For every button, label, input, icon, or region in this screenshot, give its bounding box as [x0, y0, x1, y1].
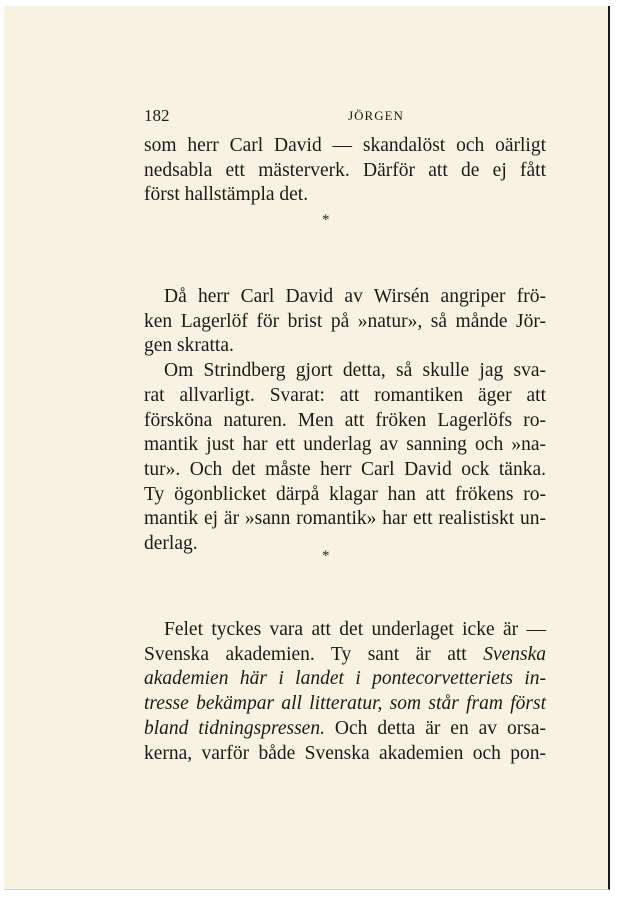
- text-line: gen skratta.: [144, 335, 234, 357]
- paragraph-1: [144, 134, 546, 208]
- text-line: Då herr Carl David av Wirsén angriper frö-: [164, 286, 546, 307]
- page-header: [144, 106, 548, 128]
- text-line: som herr Carl David — skandalöst och oärligt: [144, 135, 546, 156]
- text-line: mantik just har ett underlag av sanning och »na-: [144, 434, 546, 456]
- text-line: [144, 643, 546, 668]
- page-number: 182: [144, 106, 170, 125]
- text-line: tur». Och det måste herr Carl David ock tänka.: [144, 458, 546, 480]
- text-line: först hallstämpla det.: [144, 184, 309, 206]
- book-page: [4, 6, 610, 890]
- text-line: nedsabla ett mästerverk. Därför att de ej fått: [144, 159, 546, 181]
- text-line: [144, 667, 546, 692]
- section-separator: *: [322, 548, 330, 564]
- paragraph-3: [144, 618, 546, 766]
- text-run: Och detta är en av orsa-: [324, 717, 546, 739]
- text-line: Ty ögonblicket därpå klagar han att frökens ro-: [144, 483, 546, 505]
- text-line: [144, 717, 546, 742]
- text-line: mantik ej är »sann romantik» har ett realistiskt un-: [144, 508, 546, 530]
- running-head: JÖRGEN: [348, 108, 404, 123]
- italic-run: akademien här i landet i pontecorvetteriets in-: [144, 668, 546, 690]
- paragraph-2: [144, 285, 546, 557]
- italic-run: bland tidningspressen.: [144, 717, 325, 739]
- text-line: Om Strindberg gjort detta, så skulle jag sva-: [164, 360, 546, 382]
- text-line: Felet tyckes vara att det underlaget icke är —: [164, 619, 546, 640]
- text-line: försköna naturen. Men att fröken Lagerlöfs ro-: [144, 409, 546, 431]
- text-line: ken Lagerlöf för brist på »natur», så månde Jör-: [144, 310, 546, 332]
- italic-run: Svenska: [483, 643, 546, 665]
- text-line: kerna, varför både Svenska akademien och pon-: [144, 742, 546, 764]
- italic-run: tresse bekämpar all litteratur, som står fram först: [144, 693, 546, 715]
- section-separator: *: [322, 212, 330, 228]
- text-run: Svenska akademien. Ty sant är att: [144, 643, 484, 665]
- text-line: derlag.: [144, 533, 198, 555]
- text-line: [144, 692, 546, 717]
- text-line: rat allvarligt. Svarat: att romantiken äger att: [144, 384, 546, 406]
